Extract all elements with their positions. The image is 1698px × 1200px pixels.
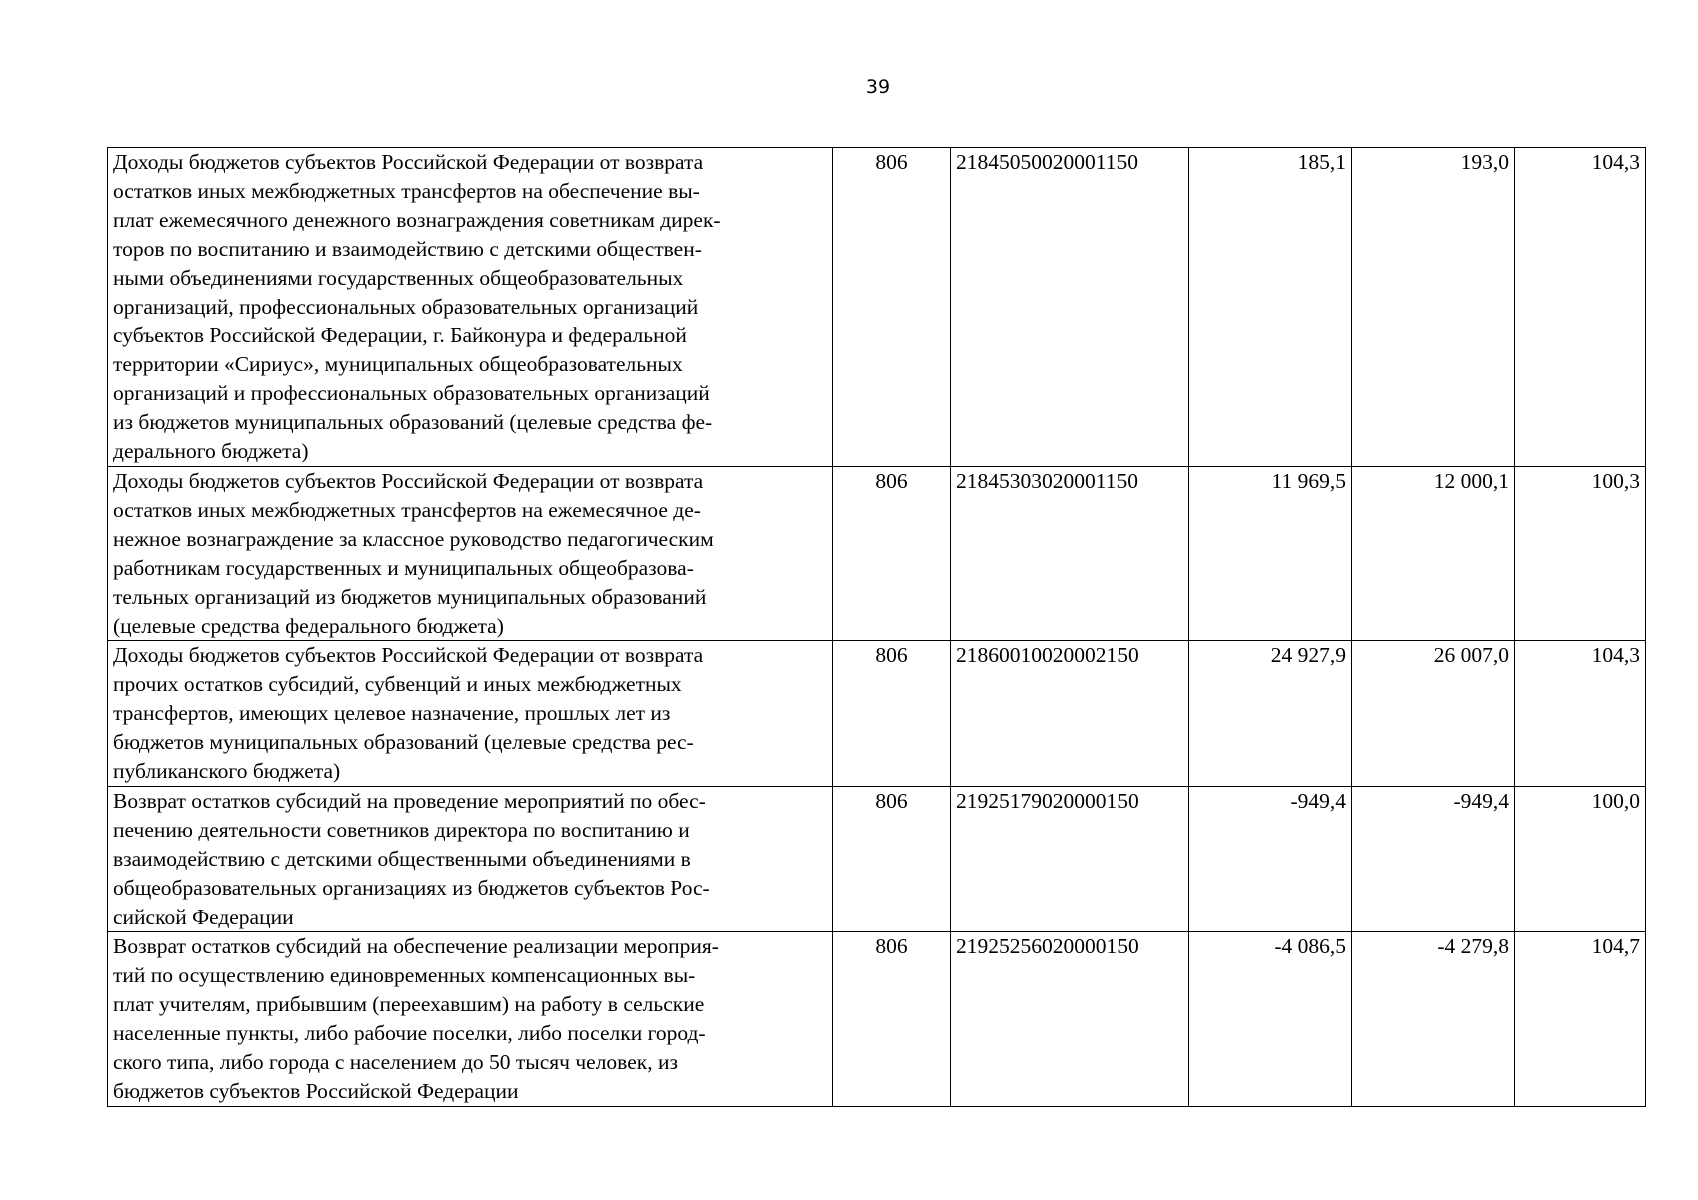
description-line: Возврат остатков субсидий на проведение мероприятий по обес-	[113, 788, 706, 813]
description-line: плат учителям, прибывшим (переехавшим) на работу в сельские	[113, 992, 705, 1017]
description-line: нежное вознаграждение за классное руководство педагогическим	[113, 526, 714, 551]
description-line: Доходы бюджетов субъектов Российской Федерации от возврата	[113, 468, 704, 493]
description-line: общеобразовательных организациях из бюджетов субъектов Рос-	[113, 875, 710, 900]
admin-code: 806	[833, 641, 951, 787]
description-line: остатков иных межбюджетных трансфертов на ежемесячное де-	[113, 497, 701, 522]
percent-value: 104,7	[1515, 932, 1646, 1106]
description-line: Доходы бюджетов субъектов Российской Федерации от возврата	[113, 150, 704, 174]
description-line: территории «Сириус», муниципальных общеобразовательных	[113, 352, 683, 377]
description-line: субъектов Российской Федерации, г. Байконура и федеральной	[113, 323, 687, 348]
revenue-description	[108, 148, 833, 467]
admin-code: 806	[833, 148, 951, 467]
description-line: ского типа, либо города с населением до 50 тысяч человек, из	[113, 1050, 678, 1075]
revenue-table	[107, 147, 1646, 1107]
admin-code: 806	[833, 932, 951, 1106]
table-row	[108, 466, 1646, 640]
description-line: бюджетов субъектов Российской Федерации	[113, 1079, 519, 1103]
description-line: населенные пункты, либо рабочие поселки, либо поселки город-	[113, 1021, 706, 1046]
revenue-description	[108, 641, 833, 787]
admin-code: 806	[833, 466, 951, 640]
description-line: публиканского бюджета)	[113, 759, 341, 784]
budget-classification-code: 21925179020000150	[951, 786, 1189, 932]
budget-classification-code: 21860010020002150	[951, 641, 1189, 787]
table-row	[108, 641, 1646, 787]
description-line: Возврат остатков субсидий на обеспечение реализации мероприя-	[113, 934, 719, 959]
description-line: работникам государственных и муниципальных общеобразова-	[113, 555, 694, 580]
budget-classification-code: 21845303020001150	[951, 466, 1189, 640]
description-line: бюджетов муниципальных образований (целевые средства рес-	[113, 730, 694, 755]
budget-classification-code: 21845050020001150	[951, 148, 1189, 467]
value-2: -949,4	[1352, 786, 1515, 932]
description-line: дерального бюджета)	[113, 439, 309, 464]
description-line: прочих остатков субсидий, субвенций и иных межбюджетных	[113, 672, 682, 697]
description-line: плат ежемесячного денежного вознаграждения советникам дирек-	[113, 207, 721, 232]
page-number: 39	[865, 76, 891, 98]
description-line: печению деятельности советников директора по воспитанию и	[113, 817, 690, 842]
value-2: 12 000,1	[1352, 466, 1515, 640]
description-line: организаций и профессиональных образовательных организаций	[113, 381, 710, 406]
description-line: (целевые средства федерального бюджета)	[113, 613, 504, 638]
budget-classification-code: 21925256020000150	[951, 932, 1189, 1106]
revenue-description	[108, 786, 833, 932]
value-2: 193,0	[1352, 148, 1515, 467]
value-1: 185,1	[1189, 148, 1352, 467]
percent-value: 104,3	[1515, 641, 1646, 787]
value-1: -949,4	[1189, 786, 1352, 932]
description-line: организаций, профессиональных образовательных организаций	[113, 294, 699, 319]
value-2: 26 007,0	[1352, 641, 1515, 787]
description-line: тий по осуществлению единовременных компенсационных вы-	[113, 963, 696, 988]
description-line: взаимодействию с детскими общественными объединениями в	[113, 846, 691, 871]
table-row	[108, 148, 1646, 467]
percent-value: 104,3	[1515, 148, 1646, 467]
percent-value: 100,0	[1515, 786, 1646, 932]
table-row	[108, 932, 1646, 1106]
revenue-description	[108, 932, 833, 1106]
value-2: -4 279,8	[1352, 932, 1515, 1106]
description-line: сийской Федерации	[113, 904, 294, 929]
description-line: торов по воспитанию и взаимодействию с детскими обществен-	[113, 236, 702, 261]
description-line: тельных организаций из бюджетов муниципальных образований	[113, 584, 707, 609]
description-line: ными объединениями государственных общеобразовательных	[113, 265, 684, 290]
description-line: остатков иных межбюджетных трансфертов на обеспечение вы-	[113, 178, 700, 203]
description-line: из бюджетов муниципальных образований (целевые средства фе-	[113, 410, 713, 435]
revenue-description	[108, 466, 833, 640]
value-1: 24 927,9	[1189, 641, 1352, 787]
value-1: 11 969,5	[1189, 466, 1352, 640]
table-row	[108, 786, 1646, 932]
description-line: Доходы бюджетов субъектов Российской Федерации от возврата	[113, 643, 704, 668]
value-1: -4 086,5	[1189, 932, 1352, 1106]
percent-value: 100,3	[1515, 466, 1646, 640]
admin-code: 806	[833, 786, 951, 932]
description-line: трансфертов, имеющих целевое назначение, прошлых лет из	[113, 701, 671, 726]
